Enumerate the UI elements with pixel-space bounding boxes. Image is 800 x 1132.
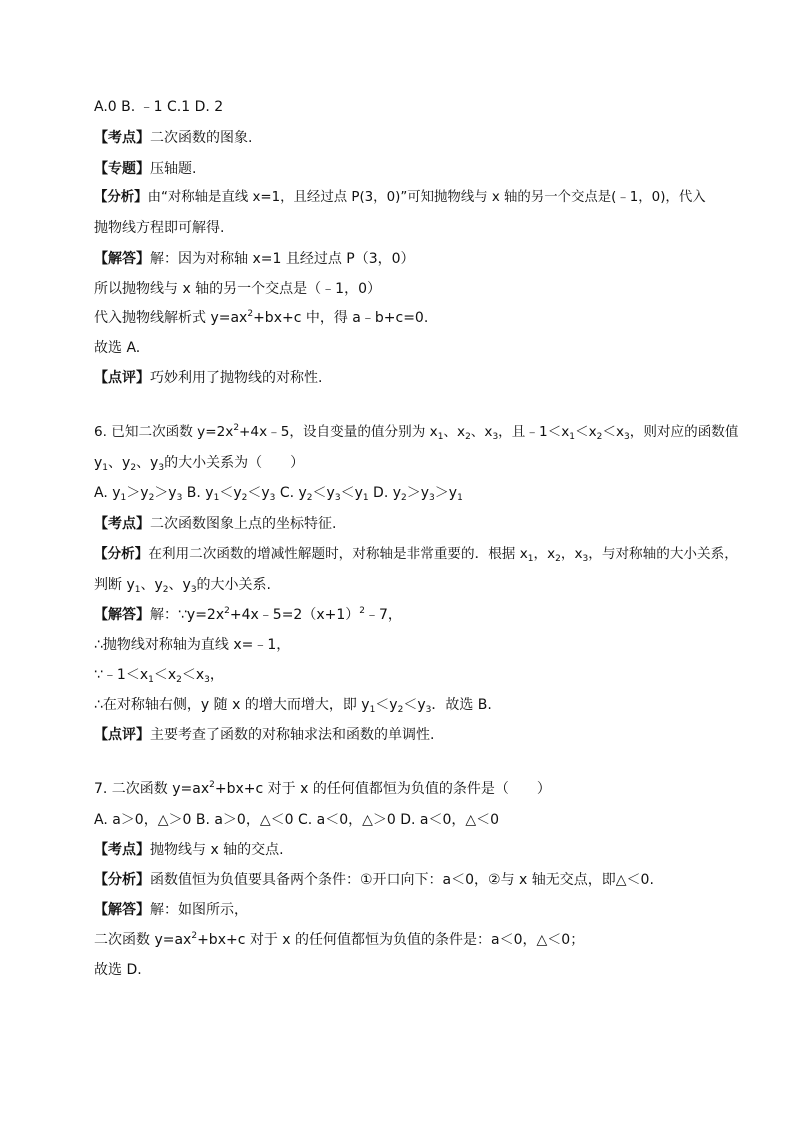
text: 二次函数 y=ax	[94, 932, 192, 948]
fenxi-tag: 【分析】	[94, 546, 149, 562]
kaodian-tag: 【考点】	[94, 130, 150, 146]
text: y	[261, 485, 270, 501]
text: ，x	[560, 546, 583, 562]
q5-options: A.0 B. ﹣1 C.1 D. 2	[94, 99, 224, 115]
jieda-tag: 【解答】	[94, 902, 150, 918]
q6-fenxi-line-1	[94, 544, 738, 564]
text: ＜y	[403, 697, 426, 713]
text: y	[140, 485, 149, 501]
kaodian-text: 抛物线与 x 轴的交点.	[150, 842, 284, 858]
q5-jieda-line-2: 所以抛物线与 x 轴的另一个交点是（﹣1，0）	[94, 281, 381, 297]
text: ＜x	[574, 424, 597, 440]
q7-stem	[94, 779, 551, 799]
subscript: 2	[306, 493, 313, 503]
subscript: 1	[362, 493, 369, 503]
option-d: D. y	[368, 485, 402, 501]
text: ，则对应的函数值	[629, 424, 739, 440]
text: 解：∵y=2x	[150, 607, 225, 623]
q6-options	[94, 483, 463, 503]
subscript: 1	[120, 493, 127, 503]
q7-jieda-line-3: 故选 D.	[94, 962, 142, 978]
q5-fenxi-line-2: 抛物线方程即可解得.	[94, 220, 225, 236]
subscript: 1	[148, 675, 154, 685]
fenxi-text: 函数值恒为负值要具备两个条件：①开口向下：a＜0，②与 x 轴无交点，即△＜0.	[150, 872, 654, 888]
fenxi-tag: 【分析】	[94, 872, 150, 888]
text: 在利用二次函数的增减性解题时，对称轴是非常重要的．根据 x	[148, 546, 528, 562]
text: ∵﹣1＜x	[94, 667, 149, 683]
fenxi-text: 由“对称轴是直线 x=1，且经过点 P(3，0)”可知抛物线与 x 轴的另一个交点是(﹣1，0)，代入	[147, 190, 706, 205]
q6-stem-line-1	[94, 422, 738, 442]
text: y	[420, 485, 430, 501]
text: 、x	[470, 424, 493, 440]
kaodian-tag: 【考点】	[94, 842, 150, 858]
text: y	[233, 485, 242, 501]
subscript: 3	[334, 493, 341, 503]
text: +bx+c 对于 x 的任何值都恒为负值的条件是（ ）	[214, 781, 551, 797]
text: y	[448, 485, 458, 501]
superscript: 2	[191, 931, 198, 941]
subscript: 1	[102, 463, 109, 473]
dianping-tag: 【点评】	[94, 370, 150, 386]
text: ，且﹣1＜x	[498, 424, 570, 440]
kaodian-text: 二次函数图象上点的坐标特征.	[150, 516, 337, 532]
text: y	[94, 455, 103, 471]
subscript: 1	[213, 493, 220, 503]
subscript: 3	[425, 705, 432, 715]
text: ＜	[340, 485, 355, 501]
superscript: 2	[209, 780, 215, 790]
text: +4x﹣5，设自变量的值分别为 x	[239, 424, 438, 440]
q7-options: A. a＞0，△＞0 B. a＞0，△＜0 C. a＜0，△＞0 D. a＜0，△＜0	[94, 812, 500, 828]
zhuanti-text: 压轴题.	[150, 161, 197, 177]
dianping-tag: 【点评】	[94, 727, 150, 743]
q5-jieda-line-3	[94, 308, 428, 328]
text: +bx+c 中，得 a﹣b+c=0.	[253, 310, 429, 326]
q6-jieda-line-4	[94, 695, 492, 715]
subscript: 2	[162, 585, 169, 595]
text: ，x	[533, 546, 556, 562]
kaodian-tag: 【考点】	[94, 516, 150, 532]
q7-jieda-line-2	[94, 930, 584, 950]
jieda-text: 解：如图所示，	[150, 902, 248, 918]
q5-jieda-line-4: 故选 A.	[94, 340, 141, 356]
subscript: 1	[527, 554, 534, 564]
jieda-text: 解：因为对称轴 x=1 且经过点 P（3，0）	[150, 251, 415, 267]
option-b: B. y	[182, 485, 214, 501]
subscript: 2	[465, 432, 471, 442]
zhuanti-tag: 【专题】	[94, 161, 150, 177]
q7-kaodian	[94, 840, 284, 860]
text: 判断 y	[94, 577, 135, 593]
subscript: 2	[555, 554, 561, 564]
text: 、y	[136, 455, 159, 471]
subscript: 3	[158, 463, 165, 473]
subscript: 2	[596, 432, 603, 442]
q5-jieda-line-1	[94, 249, 415, 269]
subscript: 2	[401, 493, 407, 503]
text: 代入抛物线解析式 y=ax	[94, 310, 248, 326]
q7-fenxi	[94, 870, 654, 890]
subscript: 3	[624, 432, 630, 442]
option-a: A. y	[94, 485, 121, 501]
q6-jieda-line-2: ∴抛物线对称轴为直线 x=﹣1，	[94, 637, 291, 653]
q7-jieda-line-1	[94, 900, 248, 920]
text: ＜x	[181, 667, 205, 683]
q6-jieda-line-3	[94, 665, 224, 685]
subscript: 2	[148, 493, 155, 503]
superscript: 2	[359, 606, 365, 616]
kaodian-text: 二次函数的图象.	[150, 130, 253, 146]
text: +bx+c 对于 x 的任何值都恒为负值的条件是：a＜0，△＜0；	[197, 932, 585, 948]
q6-jieda-line-1	[94, 605, 402, 625]
subscript: 3	[269, 493, 276, 503]
text: ﹣7，	[364, 607, 402, 623]
subscript: 3	[176, 493, 183, 503]
subscript: 3	[190, 585, 197, 595]
fenxi-tag: 【分析】	[94, 190, 148, 205]
text: 6. 已知二次函数 y=2x	[94, 424, 234, 440]
subscript: 2	[241, 493, 248, 503]
subscript: 2	[397, 705, 404, 715]
subscript: 3	[204, 675, 210, 685]
q5-fenxi-line-1	[94, 188, 706, 208]
jieda-tag: 【解答】	[94, 251, 150, 267]
text: 、x	[443, 424, 466, 440]
superscript: 2	[233, 423, 240, 433]
text: ＜x	[153, 667, 177, 683]
text: 、y	[140, 577, 163, 593]
text: ＜x	[602, 424, 624, 440]
subscript: 2	[176, 675, 182, 685]
text: ＞	[434, 485, 449, 501]
q6-stem-line-2	[94, 453, 304, 473]
text: ，与对称轴的大小关系，	[588, 546, 738, 562]
superscript: 2	[224, 606, 230, 616]
subscript: 1	[437, 432, 444, 442]
text: ＞	[126, 485, 141, 501]
q6-fenxi-line-2	[94, 575, 271, 595]
text: ＜	[219, 485, 234, 501]
subscript: 3	[582, 554, 589, 564]
text: +4x﹣5=2（x+1）	[229, 607, 360, 623]
subscript: 1	[369, 705, 376, 715]
text: 的大小关系为（ ）	[164, 455, 305, 471]
text: ，	[209, 667, 224, 683]
q5-zhuanti	[94, 159, 196, 179]
superscript: 2	[247, 309, 254, 319]
dianping-text: 主要考查了函数的对称轴求法和函数的单调性.	[150, 727, 435, 743]
text: ＞	[406, 485, 421, 501]
text: ＜	[312, 485, 327, 501]
subscript: 1	[569, 432, 575, 442]
subscript: 3	[492, 432, 499, 442]
text: 的大小关系.	[196, 577, 271, 593]
q6-kaodian	[94, 514, 336, 534]
q6-dianping	[94, 725, 434, 745]
text: y	[168, 485, 177, 501]
text: 、y	[168, 577, 191, 593]
text: y	[326, 485, 335, 501]
option-c: C. y	[275, 485, 307, 501]
text: 7. 二次函数 y=ax	[94, 781, 210, 797]
text: ＜	[247, 485, 262, 501]
subscript: 1	[134, 585, 141, 595]
text: y	[354, 485, 363, 501]
text: ＞	[154, 485, 169, 501]
text: ∴在对称轴右侧，y 随 x 的增大而增大，即 y	[94, 697, 370, 713]
subscript: 2	[130, 463, 137, 473]
q5-dianping	[94, 368, 322, 388]
jieda-tag: 【解答】	[94, 607, 150, 623]
text: 、y	[108, 455, 131, 471]
q5-kaodian	[94, 128, 252, 148]
subscript: 3	[429, 493, 435, 503]
text: ＜y	[375, 697, 398, 713]
text: ．故选 B.	[431, 697, 492, 713]
dianping-text: 巧妙利用了抛物线的对称性.	[150, 370, 323, 386]
subscript: 1	[457, 493, 463, 503]
